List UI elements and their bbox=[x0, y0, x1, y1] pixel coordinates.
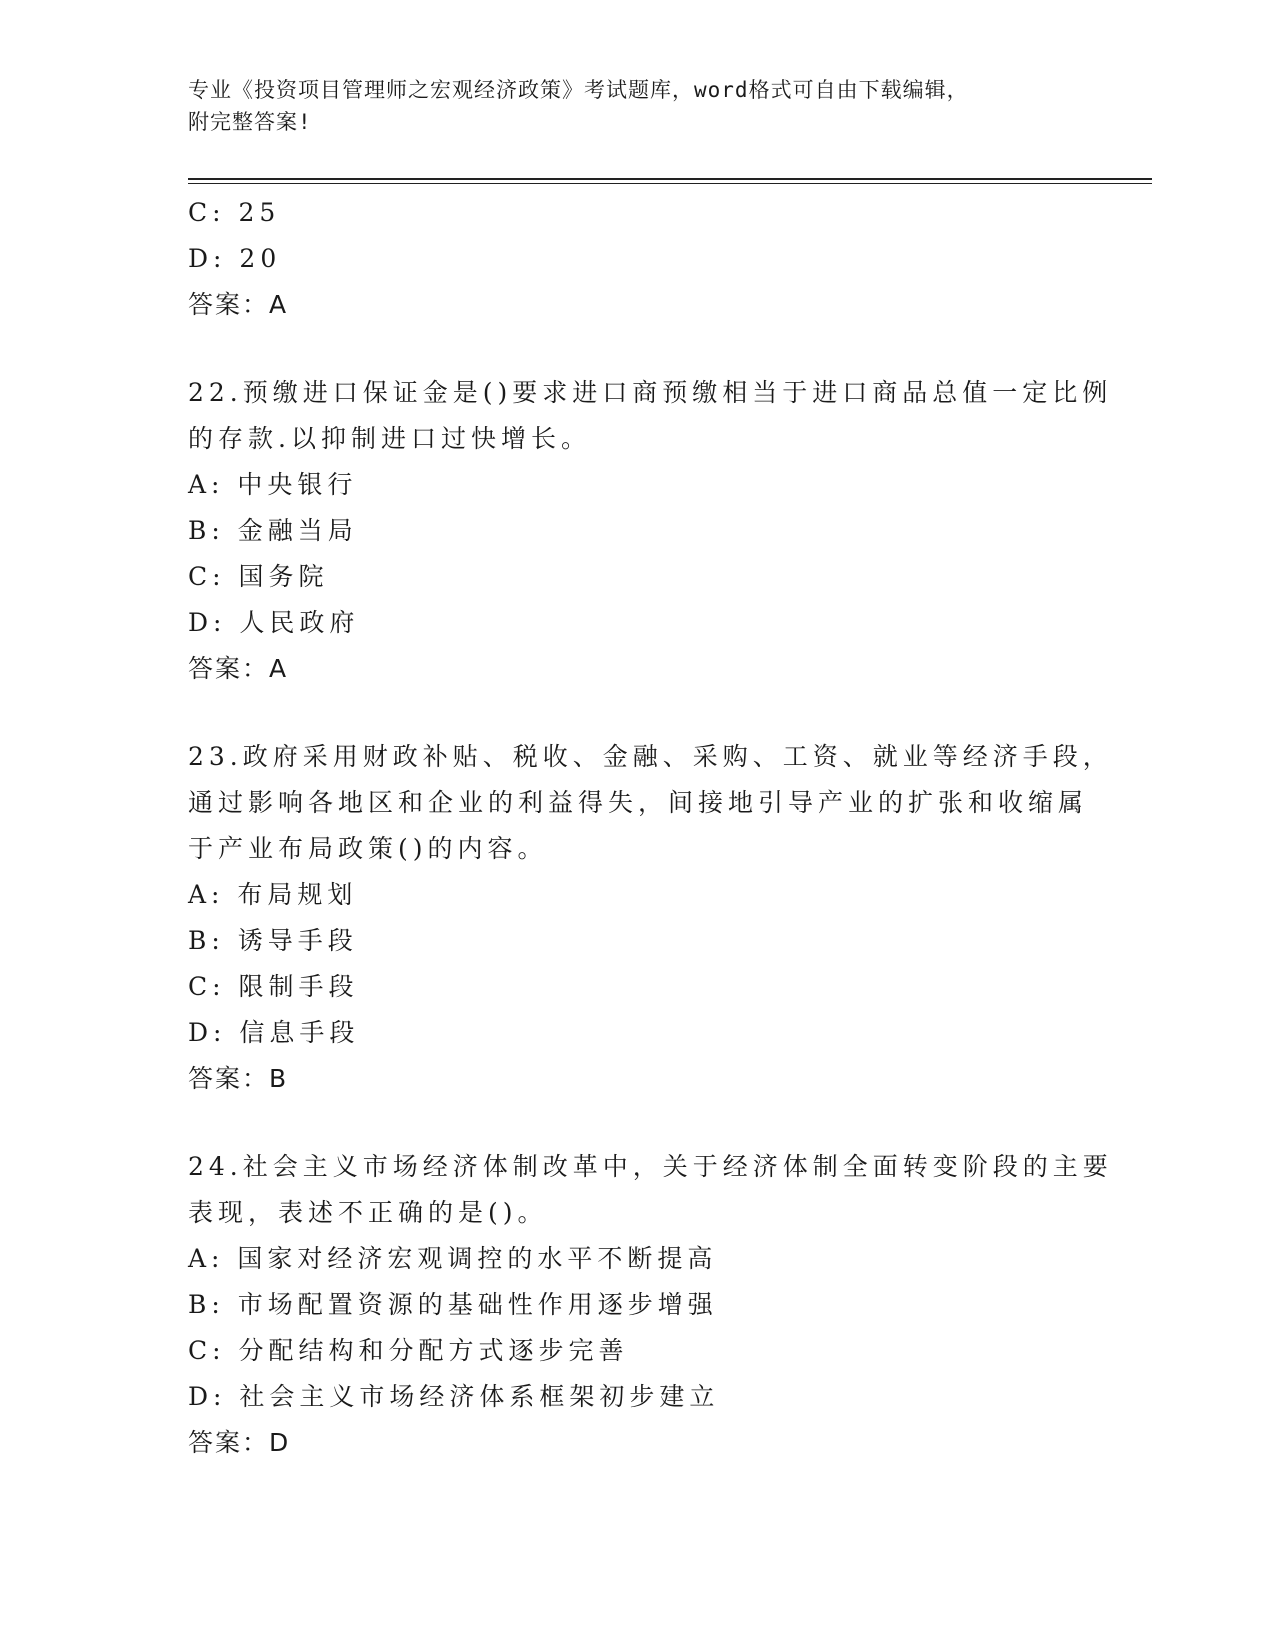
option-b: B: 诱导手段 bbox=[188, 926, 358, 955]
question-23 bbox=[188, 734, 1113, 1102]
option-c: C: 国务院 bbox=[188, 562, 329, 591]
header-line-2: 附完整答案! bbox=[188, 110, 312, 134]
option-d: D: 社会主义市场经济体系框架初步建立 bbox=[188, 1382, 720, 1411]
previous-question-tail bbox=[188, 190, 1088, 328]
option-d: D: 20 bbox=[188, 244, 282, 273]
question-text-line: 于产业布局政策()的内容。 bbox=[188, 834, 548, 863]
question-24 bbox=[188, 1144, 1113, 1466]
header-rule-thin bbox=[188, 183, 1152, 184]
option-b: B: 市场配置资源的基础性作用逐步增强 bbox=[188, 1290, 718, 1319]
option-d: D: 人民政府 bbox=[188, 608, 360, 637]
question-text-line: 23.政府采用财政补贴、税收、金融、采购、工资、就业等经济手段， bbox=[188, 742, 1113, 771]
spacer bbox=[188, 1102, 1088, 1144]
option-b: B: 金融当局 bbox=[188, 516, 358, 545]
option-a: A: 中央银行 bbox=[188, 470, 358, 499]
option-a: A: 布局规划 bbox=[188, 880, 358, 909]
option-a: A: 国家对经济宏观调控的水平不断提高 bbox=[188, 1244, 718, 1273]
option-c: C: 限制手段 bbox=[188, 972, 359, 1001]
header-line-1: 专业《投资项目管理师之宏观经济政策》考试题库，word格式可自由下载编辑， bbox=[188, 78, 969, 102]
question-22 bbox=[188, 370, 1113, 692]
header-rule-thick bbox=[188, 178, 1152, 180]
spacer bbox=[188, 692, 1088, 734]
page-header bbox=[188, 74, 1088, 138]
spacer bbox=[188, 328, 1088, 370]
option-d: D: 信息手段 bbox=[188, 1018, 360, 1047]
question-text-line: 表现，表述不正确的是()。 bbox=[188, 1198, 548, 1227]
option-c: C: 分配结构和分配方式逐步完善 bbox=[188, 1336, 629, 1365]
answer-label: 答案：A bbox=[188, 654, 289, 683]
answer-label: 答案：B bbox=[188, 1064, 289, 1093]
question-text-line: 22.预缴进口保证金是()要求进口商预缴相当于进口商品总值一定比例 bbox=[188, 378, 1113, 407]
option-c: C: 25 bbox=[188, 198, 281, 227]
question-text-line: 通过影响各地区和企业的利益得失，间接地引导产业的扩张和收缩属 bbox=[188, 788, 1089, 817]
answer-label: 答案：A bbox=[188, 290, 289, 319]
question-text-line: 24.社会主义市场经济体制改革中，关于经济体制全面转变阶段的主要 bbox=[188, 1152, 1113, 1181]
question-content bbox=[188, 190, 1113, 1466]
answer-label: 答案：D bbox=[188, 1428, 291, 1457]
question-text-line: 的存款.以抑制进口过快增长。 bbox=[188, 424, 591, 453]
